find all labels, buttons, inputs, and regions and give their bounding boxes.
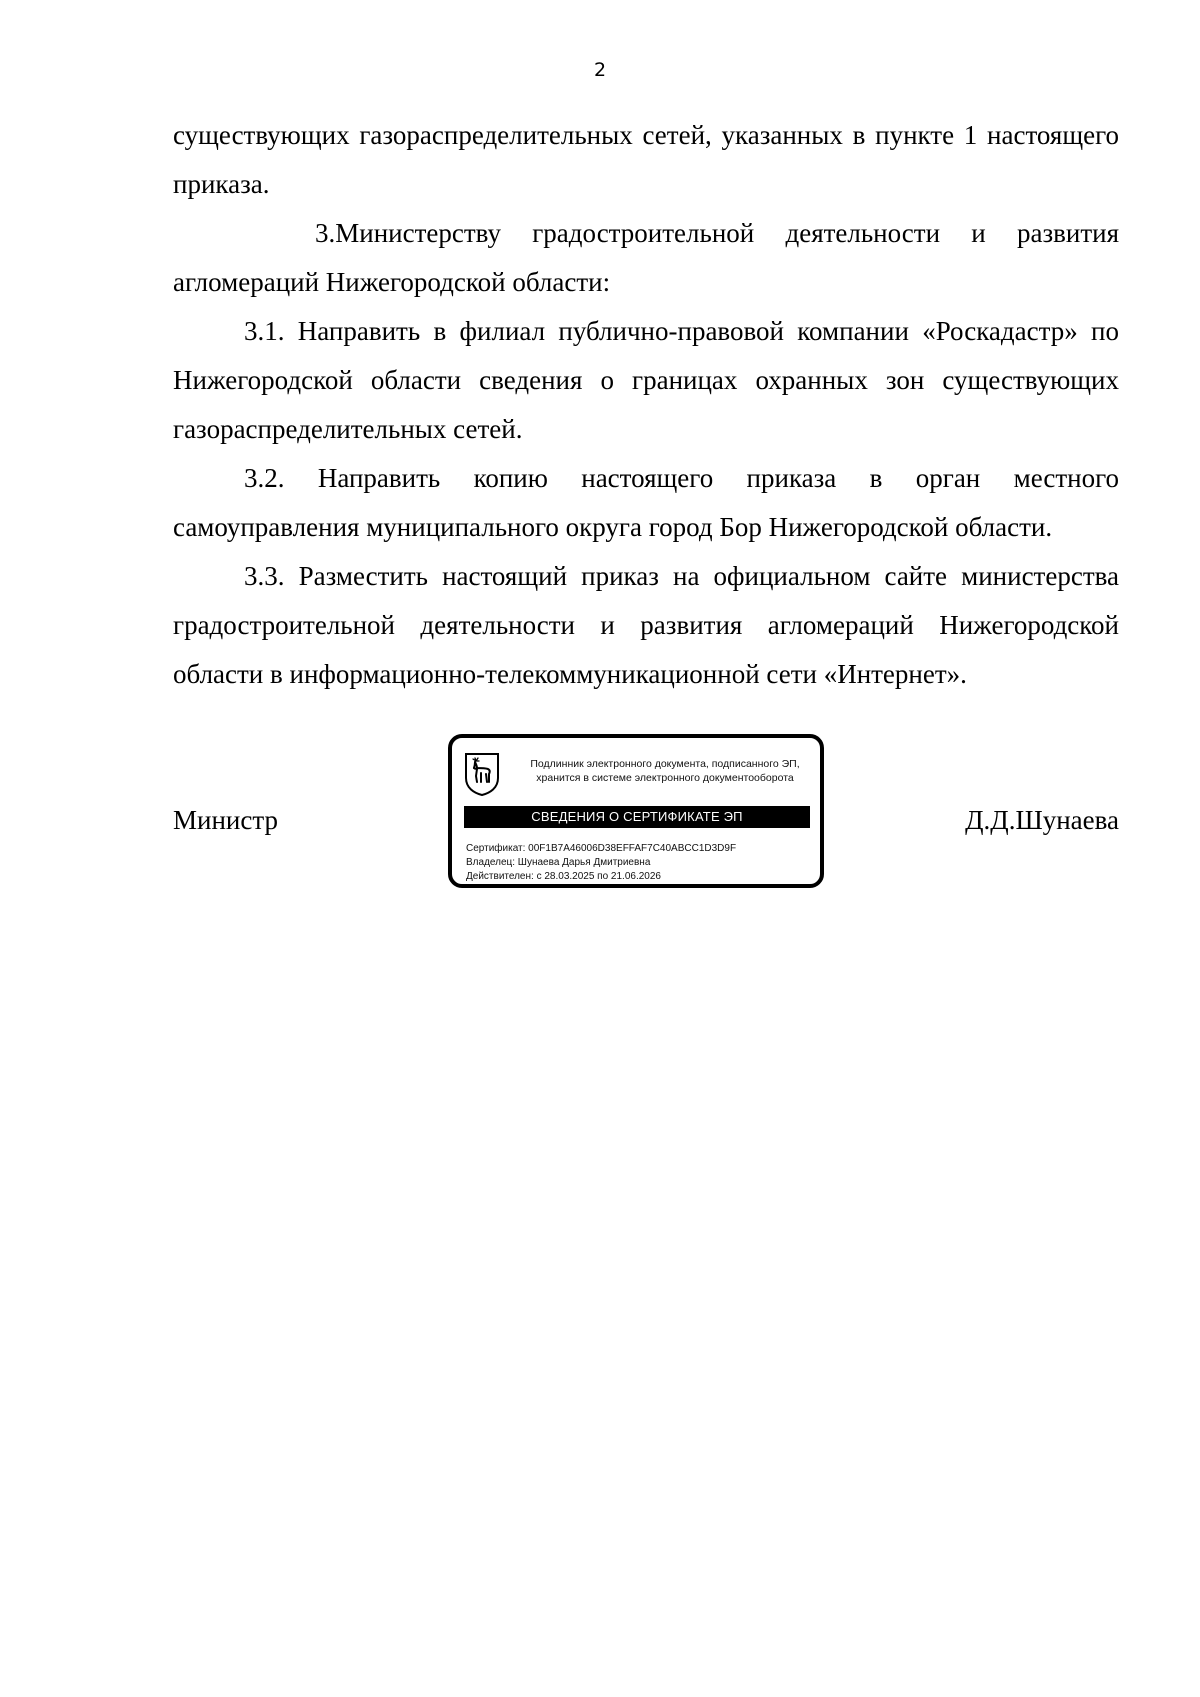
paragraph-item-3-text: Министерству градостроительной деятельности и развития агломераций Нижегородской области: (173, 218, 1119, 297)
paragraph-item-3 (173, 209, 1119, 307)
paragraph-item-3-1: 3.1. Направить в филиал публично-правовой компании «Роскадастр» по Нижегородской области сведения о границах охранных зон существующих газораспределительных сетей. (173, 316, 1119, 444)
stamp-header-line-2: хранится в системе электронного документооборота (536, 772, 794, 784)
coat-of-arms-icon (464, 752, 500, 796)
document-body (173, 111, 1119, 699)
certificate-info-bar: СВЕДЕНИЯ О СЕРТИФИКАТЕ ЭП (464, 806, 810, 828)
certificate-serial: Сертификат: 00F1B7A46006D38EFFAF7C40ABCC1D3D9F (466, 843, 737, 854)
certificate-details (466, 842, 816, 884)
paragraph-item-3-number: 3. (315, 218, 336, 248)
stamp-header-line-1: Подлинник электронного документа, подписанного ЭП, (530, 758, 800, 770)
paragraph-continuation: существующих газораспределительных сетей, указанных в пункте 1 настоящего приказа. (173, 120, 1119, 199)
certificate-validity: Действителен: с 28.03.2025 по 21.06.2026 (466, 871, 661, 882)
paragraph-item-3-3: 3.3. Разместить настоящий приказ на официальном сайте министерства градостроительной деятельности и развития агломераций Нижегородской области в информационно-телекоммуникационной сети «Интернет». (173, 561, 1119, 689)
paragraph-item-3-2: 3.2. Направить копию настоящего приказа в орган местного самоуправления муниципального округа город Бор Нижегородской области. (173, 463, 1119, 542)
signatory-name: Д.Д.Шунаева (965, 805, 1119, 835)
signatory-title: Министр (173, 805, 278, 835)
certificate-owner: Владелец: Шунаева Дарья Дмитриевна (466, 857, 651, 868)
page-number: 2 (593, 59, 607, 81)
stamp-header (510, 757, 820, 785)
electronic-signature-stamp (448, 734, 824, 888)
